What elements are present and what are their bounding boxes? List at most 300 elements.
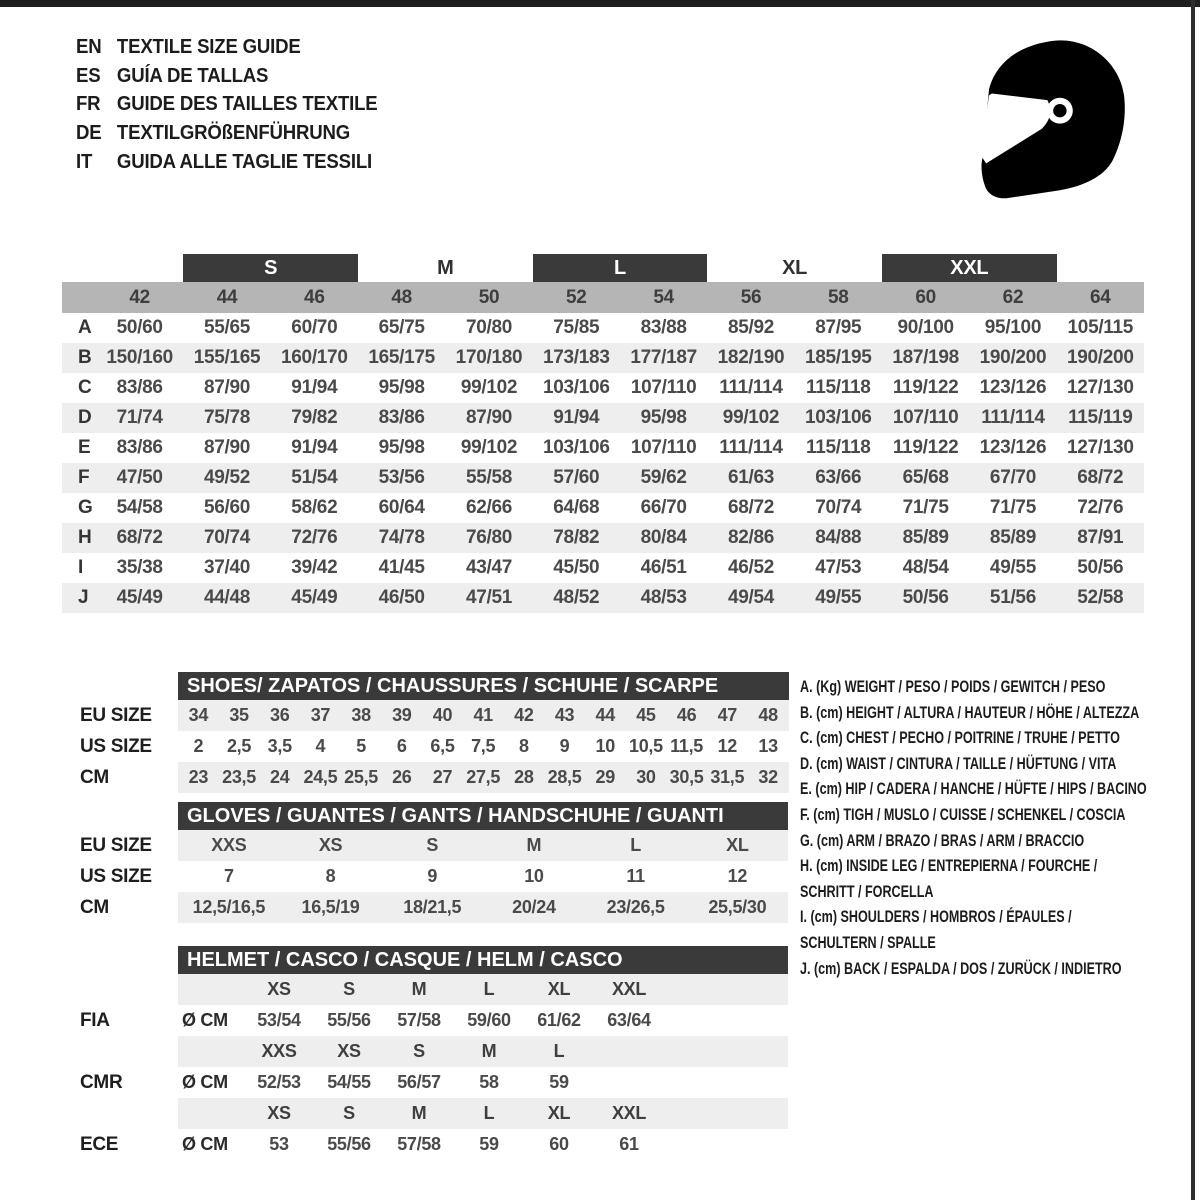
- legend-item: [800, 956, 1147, 982]
- spacer-cell: [68, 1098, 178, 1129]
- gloves-size-table: [68, 802, 788, 923]
- spacer-cell: [68, 946, 178, 974]
- language-title-row: [76, 91, 378, 120]
- size-cell: 45: [626, 700, 667, 731]
- helmet-size-label: M: [384, 974, 454, 1005]
- size-group-m: M: [358, 254, 533, 282]
- size-cell: 57/60: [533, 463, 620, 493]
- top-frame-line: [0, 0, 1200, 7]
- table-row: [62, 553, 1144, 583]
- filler-cell: [664, 1005, 788, 1036]
- size-cell: 115/119: [1057, 403, 1144, 433]
- language-code: FR: [76, 93, 101, 116]
- size-cell: 187/198: [882, 343, 969, 373]
- size-cell: 49/52: [183, 463, 270, 493]
- table-row: [68, 1098, 788, 1129]
- size-cell: 30: [626, 762, 667, 793]
- size-cell: 29: [585, 762, 626, 793]
- measure-row-label: B: [62, 343, 96, 373]
- guide-title: TEXTILE SIZE GUIDE: [116, 35, 301, 58]
- size-cell: 32: [748, 762, 789, 793]
- size-cell: 55/56: [327, 1134, 371, 1154]
- size-group-s: S: [183, 254, 358, 282]
- legend-line: B. (cm) HEIGHT / ALTURA / HAUTEUR / HÖHE / ALTEZZA: [800, 702, 1140, 722]
- size-cell: 11: [626, 866, 645, 886]
- size-cell: 71/75: [989, 497, 1036, 518]
- size-cell: 37/40: [203, 557, 251, 578]
- diameter-unit-label: Ø CM: [182, 1134, 228, 1154]
- size-cell: 64/68: [553, 497, 600, 518]
- helmet-size-label: XL: [524, 1098, 594, 1129]
- numeric-size: 60: [882, 282, 969, 313]
- legend-line: E. (cm) HIP / CADERA / HANCHE / HÜFTE / HIPS / BACINO: [800, 779, 1147, 799]
- size-cell: 70/74: [815, 497, 862, 518]
- size-cell: 54/58: [116, 497, 163, 518]
- size-cell: L: [585, 830, 687, 861]
- legend-line: I. (cm) SHOULDERS / HOMBROS / ÉPAULES /: [800, 907, 1072, 927]
- helmet-size-table: [68, 946, 788, 1160]
- measure-row-label: E: [78, 437, 91, 458]
- size-cell: 39/42: [291, 557, 338, 578]
- size-cell: 107/110: [630, 377, 697, 398]
- size-cell: 6: [396, 736, 407, 756]
- size-cell: 71/75: [902, 497, 949, 518]
- size-cell: 99/102: [460, 437, 518, 458]
- size-cell: 56/57: [397, 1072, 441, 1092]
- size-cell: 45/50: [553, 557, 600, 578]
- size-cell: 53/56: [358, 463, 445, 493]
- table-row: [68, 672, 789, 700]
- size-cell: 8: [518, 736, 529, 756]
- size-cell: 56/60: [203, 497, 251, 518]
- size-cell: 59/60: [467, 1010, 511, 1030]
- size-cell: 123/126: [979, 437, 1047, 458]
- size-cell: 12,5/16,5: [178, 892, 280, 923]
- size-cell: 87/90: [445, 403, 532, 433]
- size-cell: 9: [427, 866, 438, 886]
- size-cell: 57/58: [397, 1134, 441, 1154]
- gloves-table-title: GLOVES / GUANTES / GANTS / HANDSCHUHE / GUANTI: [178, 802, 788, 830]
- guide-title: TEXTILGRÖßENFÜHRUNG: [116, 122, 351, 145]
- helmet-size-label: XS: [244, 1098, 314, 1129]
- size-cell: 9: [559, 736, 570, 756]
- table-row: [68, 802, 788, 830]
- size-cell: 170/180: [445, 343, 532, 373]
- size-cell: 20/24: [483, 892, 585, 923]
- helmet-size-label: L: [454, 974, 524, 1005]
- numeric-size: 56: [707, 282, 794, 313]
- textile-size-table: [62, 254, 1144, 613]
- language-title-block: [76, 33, 378, 177]
- size-cell: 68/72: [96, 523, 183, 553]
- size-cell: 36: [259, 700, 300, 731]
- table-row: [62, 282, 1144, 313]
- size-cell: 16,5/19: [280, 892, 382, 923]
- language-code: DE: [76, 122, 102, 145]
- size-cell: 185/195: [795, 343, 882, 373]
- size-cell: 107/110: [882, 403, 969, 433]
- size-cell: 37: [300, 700, 341, 731]
- size-cell: 48: [748, 700, 789, 731]
- size-cell: 46/51: [640, 557, 687, 578]
- size-cell: 155/165: [183, 343, 270, 373]
- helmet-size-label: XS: [244, 974, 314, 1005]
- size-cell: 4: [315, 736, 326, 756]
- helmet-size-label: S: [314, 974, 384, 1005]
- legend-line: A. (Kg) WEIGHT / PESO / POIDS / GEWITCH / PESO: [800, 677, 1106, 696]
- size-cell: 2,5: [226, 736, 252, 756]
- size-cell: 111/114: [969, 403, 1056, 433]
- size-cell: 75/78: [183, 403, 270, 433]
- spacer-cell: [178, 974, 244, 1005]
- size-cell: 66/70: [640, 497, 687, 518]
- size-cell: 68/72: [1057, 463, 1144, 493]
- size-cell: 35: [219, 700, 260, 731]
- size-cell: 105/115: [1067, 317, 1134, 338]
- helmet-size-label: XXL: [594, 974, 664, 1005]
- size-cell: 34: [178, 700, 219, 731]
- size-cell: 30,5: [666, 762, 707, 793]
- size-cell: 48/54: [902, 557, 949, 578]
- size-cell: 10: [595, 736, 615, 756]
- size-cell: 70/80: [465, 317, 512, 338]
- size-cell: 91/94: [533, 403, 620, 433]
- size-cell: 48/52: [533, 583, 620, 613]
- size-cell: 61/63: [707, 463, 794, 493]
- size-cell: 103/106: [543, 437, 610, 458]
- legend-line: F. (cm) TIGH / MUSLO / CUISSE / SCHENKEL / COSCIA: [800, 804, 1126, 824]
- size-cell: 47: [707, 700, 748, 731]
- legend-line: C. (cm) CHEST / PECHO / POITRINE / TRUHE / PETTO: [800, 728, 1120, 748]
- table-row: [62, 523, 1144, 553]
- filler-cell: [664, 1129, 788, 1160]
- size-cell: 60/64: [378, 497, 425, 518]
- table-row: [62, 403, 1144, 433]
- size-cell: 95/98: [378, 437, 425, 458]
- size-cell: 49/55: [989, 557, 1036, 578]
- size-group-xxl: XXL: [882, 254, 1057, 282]
- size-cell: 76/80: [445, 523, 532, 553]
- spacer-cell: [68, 1036, 178, 1067]
- legend-item: [800, 674, 1147, 700]
- size-cell: 41/45: [378, 557, 425, 578]
- spacer-cell: [178, 1036, 244, 1067]
- language-title-row: [76, 33, 378, 62]
- numeric-size: 54: [620, 282, 707, 313]
- numeric-size: 42: [96, 282, 183, 313]
- size-cell: 50/60: [116, 317, 163, 338]
- legend-line: SCHULTERN / SPALLE: [800, 932, 936, 952]
- size-cell: 91/94: [291, 377, 338, 398]
- spacer-cell: [68, 974, 178, 1005]
- language-title-row: [76, 62, 378, 91]
- size-cell: 58/62: [291, 497, 338, 518]
- helmet-size-label: M: [384, 1098, 454, 1129]
- table-row: [68, 1067, 788, 1098]
- size-cell: 47/51: [445, 583, 532, 613]
- size-cell: 35/38: [116, 557, 163, 578]
- scale-row-label: CM: [68, 892, 178, 923]
- size-cell: 23/26,5: [585, 892, 687, 923]
- size-cell: 51/56: [969, 583, 1056, 613]
- size-cell: 83/86: [116, 377, 163, 398]
- filler-cell: [664, 1036, 788, 1067]
- size-cell: 25,5/30: [686, 892, 788, 923]
- measure-row-label: G: [78, 497, 93, 518]
- size-cell: 63/66: [795, 463, 882, 493]
- size-cell: 23: [178, 762, 219, 793]
- size-cell: 95/100: [984, 317, 1042, 338]
- size-cell: 84/88: [795, 523, 882, 553]
- scale-row-label: EU SIZE: [68, 830, 178, 861]
- size-cell: 44: [585, 700, 626, 731]
- table-row: [68, 974, 788, 1005]
- measure-row-label: A: [78, 317, 92, 338]
- size-cell: 24,5: [300, 762, 341, 793]
- table-row: [68, 892, 788, 923]
- size-cell: 190/200: [1057, 343, 1144, 373]
- size-cell: 46: [666, 700, 707, 731]
- size-cell: 71/74: [96, 403, 183, 433]
- diameter-unit-label: Ø CM: [182, 1072, 228, 1092]
- size-cell: 8: [325, 866, 336, 886]
- size-cell: 95/98: [378, 377, 425, 398]
- size-cell: 24: [259, 762, 300, 793]
- size-cell: 85/92: [727, 317, 774, 338]
- size-cell: 165/175: [358, 343, 445, 373]
- size-cell: 52/58: [1057, 583, 1144, 613]
- size-cell: 7,5: [471, 736, 496, 756]
- size-cell: 57/58: [397, 1010, 441, 1030]
- language-code: IT: [76, 151, 93, 174]
- size-cell: 87/91: [1057, 523, 1144, 553]
- size-cell: 52/53: [257, 1072, 301, 1092]
- size-cell: 115/118: [806, 437, 871, 458]
- language-title-row: [76, 119, 378, 148]
- size-cell: 53: [269, 1134, 289, 1154]
- legend-item: [800, 776, 1147, 802]
- numeric-size: 46: [271, 282, 358, 313]
- size-cell: 61/62: [537, 1010, 581, 1030]
- size-cell: 47/50: [96, 463, 183, 493]
- size-cell: 44/48: [183, 583, 270, 613]
- size-cell: XS: [280, 830, 382, 861]
- guide-title: GUÍA DE TALLAS: [116, 64, 269, 87]
- helmet-standard-label: ECE: [68, 1129, 178, 1160]
- size-cell: 43/47: [465, 557, 512, 578]
- size-cell: 111/114: [719, 377, 783, 398]
- size-cell: 53/54: [257, 1010, 301, 1030]
- legend-item: [800, 828, 1147, 854]
- size-cell: 72/76: [271, 523, 358, 553]
- numeric-size: 50: [445, 282, 532, 313]
- size-cell: 50/56: [882, 583, 969, 613]
- size-cell: 59: [479, 1134, 499, 1154]
- size-cell: 67/70: [969, 463, 1056, 493]
- size-cell: 59/62: [620, 463, 707, 493]
- table-row: [68, 700, 789, 731]
- size-cell: 87/90: [203, 437, 251, 458]
- size-cell: 47/53: [815, 557, 862, 578]
- filler-cell: [664, 974, 788, 1005]
- size-cell: 10: [524, 866, 544, 886]
- size-cell: 26: [381, 762, 422, 793]
- size-group-spacer: [62, 254, 183, 282]
- size-cell: 42: [504, 700, 545, 731]
- size-cell: 55/56: [327, 1010, 371, 1030]
- size-cell: 70/74: [183, 523, 270, 553]
- size-cell: 119/122: [892, 437, 959, 458]
- scale-row-label: CM: [68, 762, 178, 793]
- numeric-size: 52: [533, 282, 620, 313]
- size-cell: 54/55: [327, 1072, 371, 1092]
- size-cell: 27,5: [463, 762, 504, 793]
- measure-row-label: H: [62, 523, 96, 553]
- guide-title: GUIDE DES TAILLES TEXTILE: [116, 93, 378, 116]
- legend-line: G. (cm) ARM / BRAZO / BRAS / ARM / BRACCIO: [800, 830, 1085, 850]
- language-code: EN: [76, 35, 102, 58]
- helmet-size-label: L: [524, 1036, 594, 1067]
- legend-line: J. (cm) BACK / ESPALDA / DOS / ZURÜCK / INDIETRO: [800, 958, 1122, 978]
- size-group-l: L: [533, 254, 708, 282]
- helmet-size-label: XL: [524, 974, 594, 1005]
- size-cell: 177/187: [620, 343, 707, 373]
- size-cell: 111/114: [719, 437, 783, 458]
- helmet-size-label: XXL: [594, 1098, 664, 1129]
- table-row: [68, 861, 788, 892]
- table-row: [68, 1129, 788, 1160]
- numeric-size: 58: [795, 282, 882, 313]
- helmet-table-title: HELMET / CASCO / CASQUE / HELM / CASCO: [178, 946, 788, 974]
- size-cell: 50/56: [1077, 557, 1124, 578]
- size-cell: 85/89: [969, 523, 1056, 553]
- language-title-row: [76, 148, 378, 177]
- filler-cell: [664, 1098, 788, 1129]
- size-cell: 99/102: [460, 377, 518, 398]
- size-cell: 82/86: [707, 523, 794, 553]
- shoes-size-table: [68, 672, 789, 793]
- numeric-size: 48: [358, 282, 445, 313]
- helmet-size-label: S: [384, 1036, 454, 1067]
- helmet-size-label: S: [314, 1098, 384, 1129]
- racing-helmet-icon: [966, 24, 1148, 206]
- table-row: [68, 1005, 788, 1036]
- size-cell: 72/76: [1077, 497, 1124, 518]
- size-cell: 107/110: [630, 437, 697, 458]
- helmet-size-label: XXS: [244, 1036, 314, 1067]
- legend-line: SCHRITT / FORCELLA: [800, 881, 934, 901]
- measure-row-label: D: [62, 403, 96, 433]
- scale-row-label: US SIZE: [68, 861, 178, 892]
- size-cell: 65/68: [882, 463, 969, 493]
- size-cell: 79/82: [271, 403, 358, 433]
- size-cell: 51/54: [271, 463, 358, 493]
- size-cell: 55/65: [203, 317, 251, 338]
- table-row: [62, 373, 1144, 403]
- numeric-size: 44: [183, 282, 270, 313]
- size-cell: 60/70: [291, 317, 338, 338]
- size-cell: 55/58: [445, 463, 532, 493]
- table-row: [62, 343, 1144, 373]
- diameter-unit-label: Ø CM: [182, 1010, 228, 1030]
- helmet-size-label: M: [454, 1036, 524, 1067]
- filler-cell: [664, 1067, 788, 1098]
- size-cell: 6,5: [430, 736, 455, 756]
- size-cell: 25,5: [341, 762, 382, 793]
- numeric-size: 64: [1057, 282, 1144, 313]
- size-cell: 13: [758, 736, 778, 756]
- size-cell: 127/130: [1067, 377, 1134, 398]
- table-row: [62, 493, 1144, 523]
- table-row: [62, 433, 1144, 463]
- table-row: [68, 762, 789, 793]
- size-cell: 62/66: [465, 497, 512, 518]
- table-row: [62, 463, 1144, 493]
- size-cell: 103/106: [795, 403, 882, 433]
- size-cell: 83/88: [640, 317, 687, 338]
- helmet-standard-label: FIA: [68, 1005, 178, 1036]
- size-cell: 10,5: [628, 736, 663, 756]
- table-row: [62, 583, 1144, 613]
- scale-row-label: EU SIZE: [68, 700, 178, 731]
- legend-item: [800, 853, 1147, 904]
- size-cell: 103/106: [543, 377, 610, 398]
- size-cell: 95/98: [620, 403, 707, 433]
- size-cell: M: [483, 830, 585, 861]
- size-cell: 5: [356, 736, 366, 756]
- size-cell: 28,5: [544, 762, 585, 793]
- size-cell: 123/126: [979, 377, 1047, 398]
- table-row: [62, 313, 1144, 343]
- helmet-standard-label: CMR: [68, 1067, 178, 1098]
- size-cell: 182/190: [707, 343, 794, 373]
- size-cell: 61: [619, 1134, 639, 1154]
- size-cell: 49/55: [795, 583, 882, 613]
- size-cell: 31,5: [707, 762, 748, 793]
- size-cell: 83/86: [358, 403, 445, 433]
- legend-item: [800, 802, 1147, 828]
- table-row: [68, 1036, 788, 1067]
- table-row: [68, 731, 789, 762]
- size-cell: XXS: [178, 830, 280, 861]
- legend-item: [800, 725, 1147, 751]
- size-cell: 38: [341, 700, 382, 731]
- size-cell: 90/100: [897, 317, 954, 338]
- helmet-size-label: XS: [314, 1036, 384, 1067]
- size-cell: 49/54: [707, 583, 794, 613]
- legend-item: [800, 904, 1147, 955]
- size-cell: 58: [479, 1072, 499, 1092]
- size-cell: 41: [463, 700, 504, 731]
- size-cell: 68/72: [727, 497, 774, 518]
- measure-row-label: C: [78, 377, 92, 398]
- size-cell: 80/84: [620, 523, 707, 553]
- size-cell: 83/86: [116, 437, 163, 458]
- spacer-cell: [68, 672, 178, 700]
- legend-item: [800, 700, 1147, 726]
- size-cell: 28: [504, 762, 545, 793]
- numeric-size: 62: [969, 282, 1056, 313]
- size-cell: 65/75: [378, 317, 425, 338]
- size-cell: 91/94: [291, 437, 338, 458]
- size-cell: 119/122: [892, 377, 959, 398]
- size-group-xl: XL: [707, 254, 882, 282]
- size-cell: 160/170: [271, 343, 358, 373]
- size-cell: 2: [193, 736, 204, 756]
- size-cell: 43: [544, 700, 585, 731]
- size-cell: 87/95: [815, 317, 862, 338]
- measure-row-label: J: [62, 583, 96, 613]
